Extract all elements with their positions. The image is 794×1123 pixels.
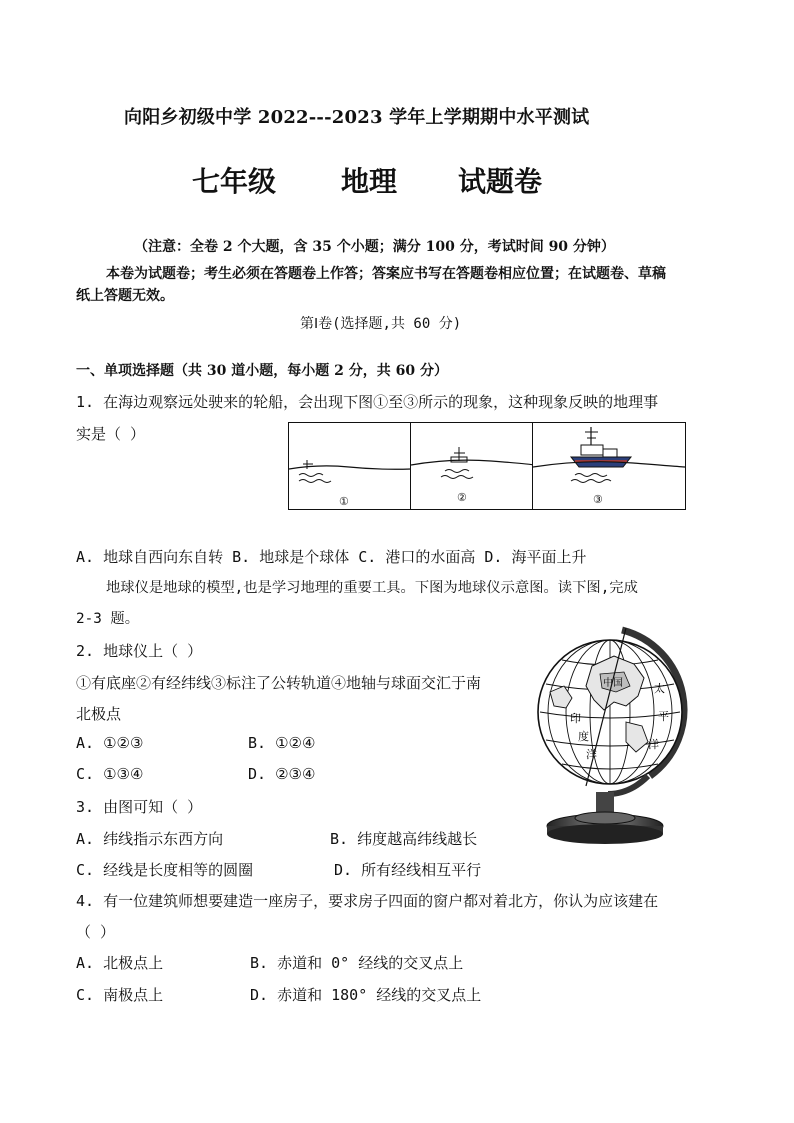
q3-option-d: D. 所有经线相互平行 — [334, 861, 482, 879]
label-india-2: 度 — [578, 730, 589, 743]
globe-illustration — [530, 626, 700, 852]
label-ocean-1: 太 — [654, 682, 665, 695]
q2-line-2: 北极点 — [76, 705, 122, 723]
paper-title: 试题卷 — [458, 165, 543, 198]
label-china: 中国 — [603, 678, 623, 689]
q1-options: A. 地球自西向东自转 B. 地球是个球体 C. 港口的水面高 D. 海平面上升 — [76, 548, 587, 566]
q3-option-a: A. 纬线指示东西方向 — [76, 830, 224, 848]
notice-line-1: （注意：全卷 2 个大题，含 35 个小题；满分 100 分，考试时间 90 分钟） — [134, 239, 615, 255]
q3-option-c: C. 经线是长度相等的圆圈 — [76, 861, 254, 879]
label-india-3: 洋 — [586, 748, 597, 761]
q2-option-a: A. ①②③ — [76, 734, 144, 752]
q4-option-a: A. 北极点上 — [76, 954, 164, 972]
q4-stem-line1: 4. 有一位建筑师想要建造一座房子，要求房子四面的窗户都对着北方，你认为应该建在 — [76, 892, 659, 910]
school-title: 向阳乡初级中学 2022---2023 学年上学期期中水平测试 — [124, 107, 590, 128]
intro-line-1: 地球仪是地球的模型,也是学习地理的重要工具。下图为地球仪示意图。读下图,完成 — [106, 580, 638, 596]
q3-stem: 3. 由图可知（ ） — [76, 798, 203, 816]
notice-line-2: 本卷为试题卷；考生必须在答题卷上作答；答案应书写在答题卷相应位置；在试题卷、草稿 — [106, 266, 666, 282]
panel-label-2: ② — [457, 491, 467, 504]
ship-panel-3 — [532, 422, 686, 510]
q4-stem-line2: （ ） — [76, 923, 116, 941]
label-ocean-3: 洋 — [648, 738, 659, 751]
grade-title: 七年级 — [192, 165, 277, 198]
q1-stem-line2: 实是（ ） — [76, 425, 146, 443]
label-ocean-2: 平 — [658, 710, 669, 723]
ship-panel-1 — [288, 422, 412, 510]
subject-title: 地理 — [341, 165, 398, 198]
ship-far-icon — [289, 423, 411, 509]
q3-option-b: B. 纬度越高纬线越长 — [330, 830, 478, 848]
q1-stem-line1: 1. 在海边观察远处驶来的轮船，会出现下图①至③所示的现象，这种现象反映的地理事 — [76, 393, 659, 411]
ship-mid-icon — [411, 423, 533, 509]
ship-panel-2 — [410, 422, 534, 510]
q2-option-c: C. ①③④ — [76, 765, 144, 783]
label-india-1: 印 — [570, 712, 581, 725]
q2-line-1: ①有底座②有经纬线③标注了公转轨道④地轴与球面交汇于南 — [76, 674, 482, 692]
section1-title: 一、单项选择题（共 30 道小题，每小题 2 分，共 60 分） — [76, 363, 448, 379]
q2-stem: 2. 地球仪上（ ） — [76, 642, 203, 660]
q4-option-d: D. 赤道和 180° 经线的交叉点上 — [250, 986, 482, 1004]
notice-line-3: 纸上答题无效。 — [76, 288, 174, 304]
panel-label-1: ① — [339, 495, 349, 508]
ship-figure — [288, 422, 684, 510]
q2-option-b: B. ①②④ — [248, 734, 316, 752]
q2-option-d: D. ②③④ — [248, 765, 316, 783]
intro-line-2: 2-3 题。 — [76, 611, 140, 627]
q4-option-c: C. 南极点上 — [76, 986, 164, 1004]
q4-option-b: B. 赤道和 0° 经线的交叉点上 — [250, 954, 464, 972]
part1-title: 第Ⅰ卷(选择题,共 60 分) — [300, 316, 462, 332]
ship-near-icon — [533, 423, 685, 509]
panel-label-3: ③ — [593, 493, 603, 506]
